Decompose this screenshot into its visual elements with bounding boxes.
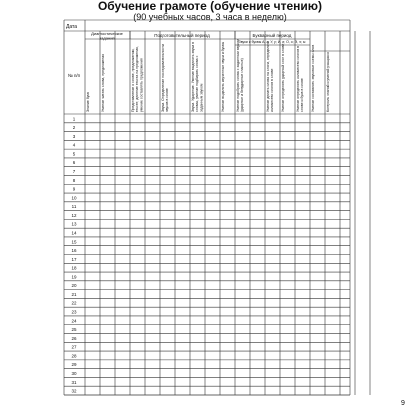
column-header-4: звуков в слове — [165, 88, 170, 112]
column-header-10: слове и букв в слове — [300, 78, 305, 112]
group-label-primer-sub: Звуки и буквы А, а; У, у; И, и; О, о; Э, э; ы — [238, 40, 306, 44]
row-number: 13 — [71, 221, 77, 227]
column-header-3: умение составлять предложения — [139, 58, 144, 112]
column-header-7: Умение подобрать слова с заданным звуком — [236, 39, 240, 112]
row-number: 26 — [71, 335, 77, 341]
row-number: 15 — [71, 239, 77, 245]
row-number: 5 — [72, 151, 76, 157]
column-header-8: количество слогов в слове — [270, 68, 275, 112]
row-number: 22 — [71, 300, 77, 306]
group-label-primer: Букварный период — [252, 33, 292, 38]
page-number: 9 — [401, 400, 405, 407]
row-number: 10 — [71, 195, 77, 201]
column-header-10: Умение определять количество слогов в — [296, 45, 300, 112]
row-number: 23 — [71, 309, 77, 315]
column-header-5: словах, умение подбирать слова с — [195, 55, 200, 112]
row-number: 16 — [71, 248, 77, 254]
group-label-preparatory: Подготовительный период — [154, 33, 210, 38]
row-number: 25 — [71, 327, 77, 333]
row-number-header: № п/п — [67, 73, 81, 78]
row-number: 8 — [72, 177, 76, 183]
row-number: 2 — [72, 125, 76, 131]
date-label: Дата — [66, 24, 78, 30]
column-header-6: Умение выделять изученные звуки и буквы — [221, 41, 225, 112]
row-number: 19 — [71, 274, 77, 280]
column-header-12: Контроль знаний и умений учащихся — [326, 52, 330, 112]
column-header-1: Знание букв — [86, 92, 90, 112]
row-number: 32 — [71, 388, 77, 394]
column-header-11: Умение составлять звуковые схемы слов — [311, 44, 315, 112]
column-header-9: Умение определять ударный слог в слове — [281, 43, 285, 112]
row-number: 4 — [72, 142, 76, 148]
row-number: 7 — [72, 169, 76, 175]
column-header-8: Умение делить слова на слоги, определять — [266, 41, 270, 112]
column-header-3: Представление о слове, предложении, — [131, 48, 135, 112]
column-header-5: заданным звуком — [199, 83, 204, 112]
page-subtitle: (90 учебных часов, 3 часа в неделю) — [133, 12, 287, 22]
row-number: 30 — [71, 370, 77, 376]
row-number: 29 — [71, 362, 77, 368]
group-label-diagnostic: Диагностические задания — [91, 31, 123, 41]
row-number: 24 — [71, 318, 77, 324]
row-number: 27 — [71, 344, 77, 350]
column-header-4: Звуки. Определение последовательности — [161, 44, 165, 112]
row-number: 11 — [71, 204, 77, 210]
column-header-2: Умение читать слова, предложения — [101, 53, 105, 112]
row-number: 1 — [72, 116, 76, 122]
row-number: 20 — [71, 283, 77, 289]
row-number: 18 — [71, 265, 77, 271]
row-number: 9 — [72, 186, 76, 192]
column-header-5: Звуки. Ударение. Умение выделять звуки в — [191, 42, 195, 112]
row-number: 17 — [71, 256, 77, 262]
row-number: 6 — [72, 160, 76, 166]
row-number: 14 — [71, 230, 77, 236]
row-number: 31 — [71, 379, 77, 385]
row-number: 28 — [71, 353, 77, 359]
column-header-7: (ударные и безударные гласные) — [240, 58, 245, 112]
column-header-3: тексте; деление текста на предложения, — [135, 46, 140, 112]
row-number: 3 — [72, 133, 76, 139]
row-number: 12 — [71, 212, 77, 218]
page-title: Обучение грамоте (обучение чтению) — [97, 0, 323, 13]
row-number: 21 — [71, 291, 77, 297]
